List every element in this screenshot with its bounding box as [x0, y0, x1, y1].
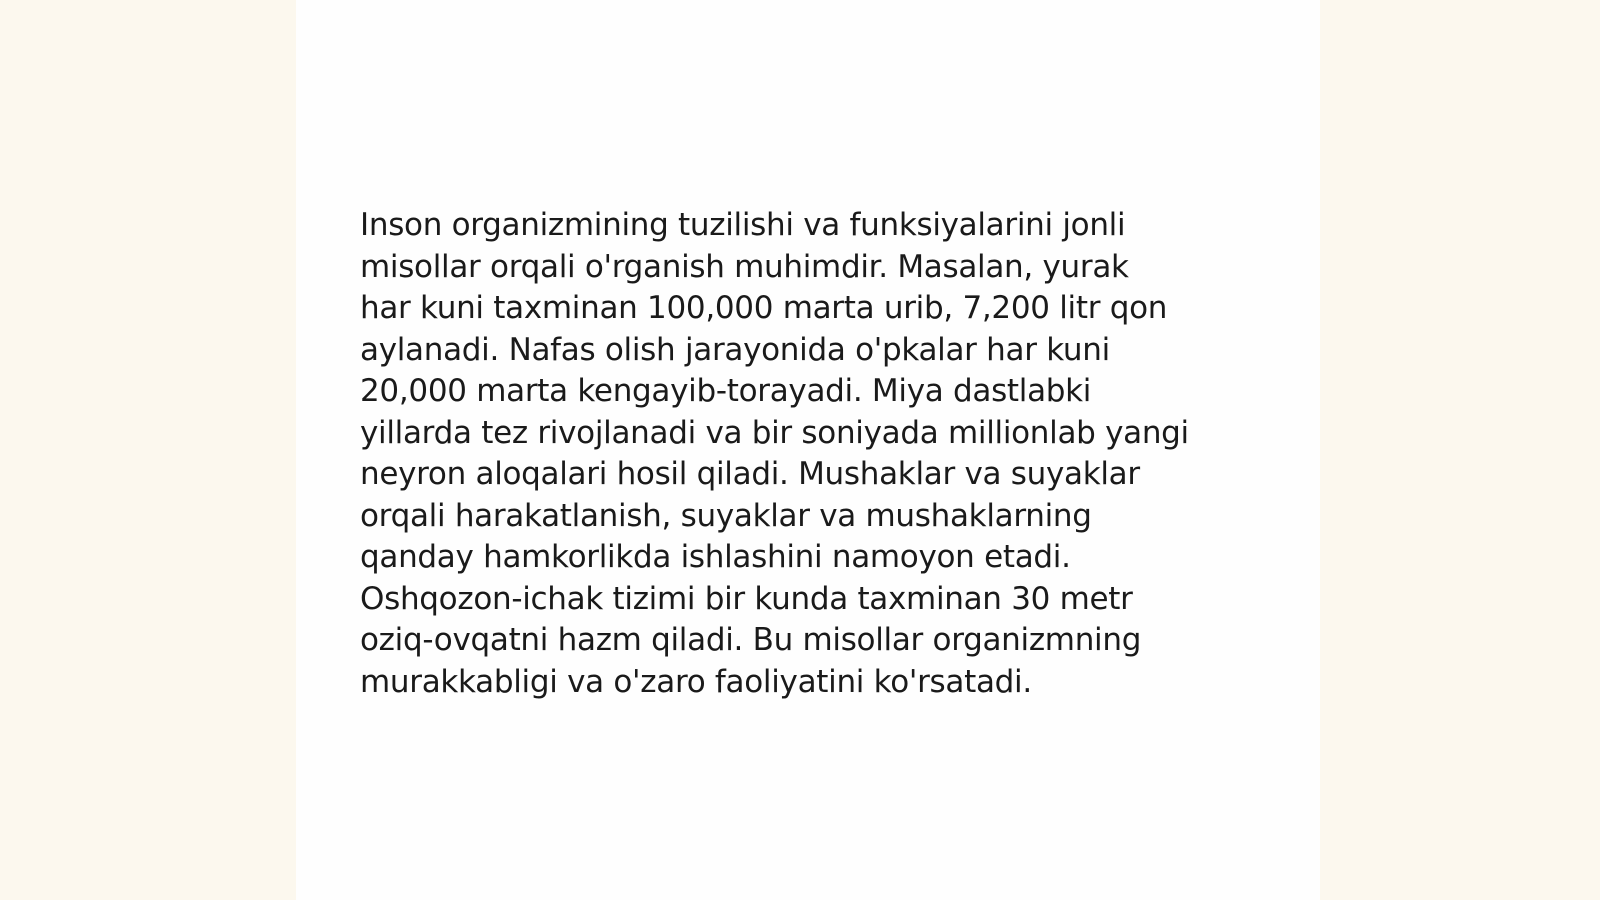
- body-paragraph: Inson organizmining tuzilishi va funksiyalarini jonli misollar orqali o'rganish muhimdir. Masalan, yurak har kuni taxminan 100,000 marta urib, 7,200 litr qon aylanadi. Nafas olish jarayonida o'pkalar har kuni 20,000 marta kengayib-torayadi. Miya dastlabki yillarda tez rivojlanadi va bir soniyada millionlab yangi neyron aloqalari hosil qiladi. Mushaklar va suyaklar orqali harakatlanish, suyaklar va mushaklarning qanday hamkorlikda ishlashini namoyon etadi. Oshqozon-ichak tizimi bir kunda taxminan 30 metr oziq-ovqatni hazm qiladi. Bu misollar organizmning murakkabligi va o'zaro faoliyatini ko'rsatadi.: [360, 207, 1189, 700]
- document-page: [296, 0, 1320, 900]
